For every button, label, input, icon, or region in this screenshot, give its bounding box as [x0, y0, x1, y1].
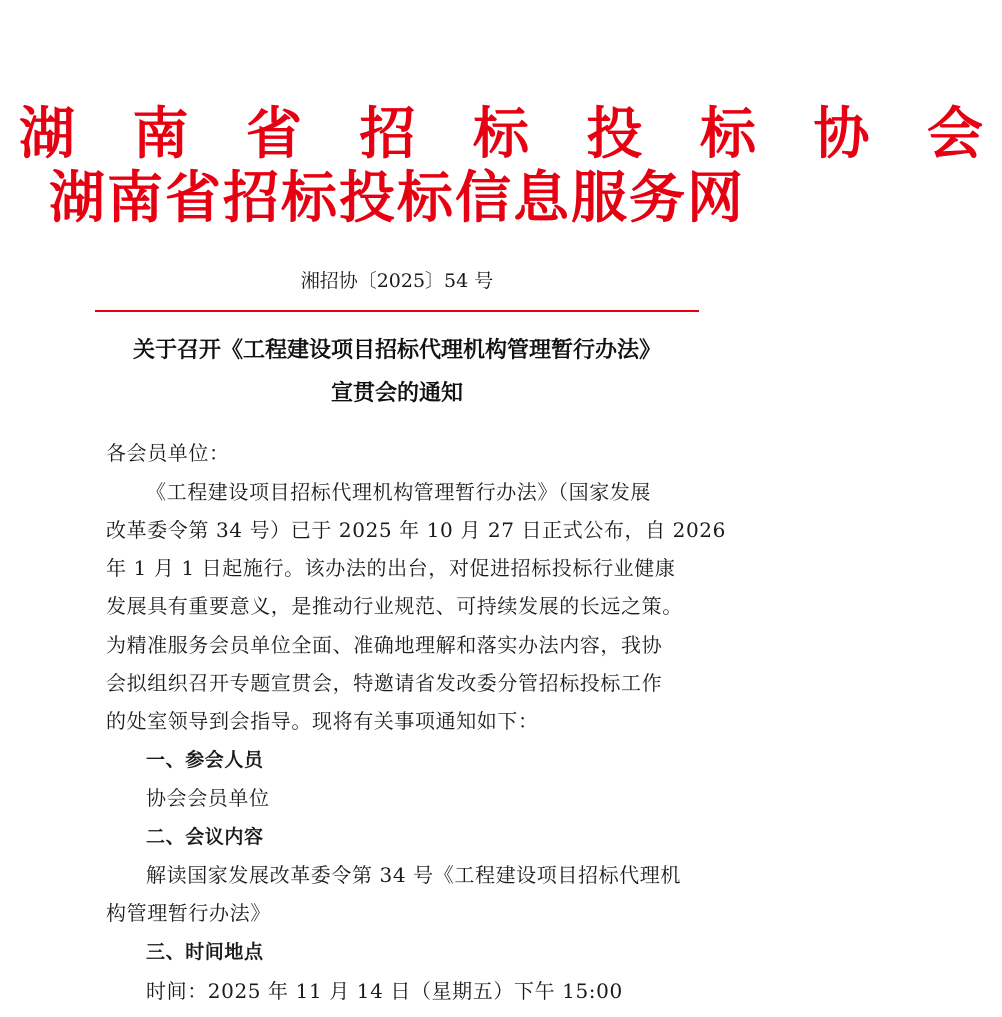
paragraph-line: 发展具有重要意义，是推动行业规范、可持续发展的长远之策。 — [106, 594, 683, 618]
org-name-info-network: 湖南省招标投标信息服务网 — [49, 166, 745, 231]
red-divider-line — [95, 310, 699, 312]
section-heading-attendees: 一、参会人员 — [146, 749, 264, 771]
section-text-attendees: 协会会员单位 — [146, 786, 270, 810]
salutation: 各会员单位： — [106, 441, 230, 465]
document-title-line-1: 关于召开《工程建设项目招标代理机构管理暂行办法》 — [132, 338, 661, 363]
meeting-time: 时间：2025 年 11 月 14 日（星期五）下午 15:00 — [146, 979, 623, 1003]
document-number: 湘招协〔2025〕54 号 — [300, 270, 494, 292]
org-name-association: 湖 南 省 招 标 投 标 协 会 — [19, 102, 1002, 167]
paragraph-line: 构管理暂行办法》 — [106, 901, 271, 925]
paragraph-line: 的处室领导到会指导。现将有关事项通知如下： — [106, 709, 539, 733]
paragraph-line: 改革委令第 34 号）已于 2025 年 10 月 27 日正式公布，自 2026 — [106, 518, 726, 542]
paragraph-line: 《工程建设项目招标代理机构管理暂行办法》（国家发展 — [146, 480, 651, 504]
paragraph-line: 解读国家发展改革委令第 34 号《工程建设项目招标代理机 — [146, 863, 681, 887]
section-heading-time-place: 三、时间地点 — [146, 941, 264, 963]
paragraph-line: 会拟组织召开专题宣贯会，特邀请省发改委分管招标投标工作 — [106, 671, 663, 695]
document-title-line-2: 宣贯会的通知 — [330, 381, 463, 406]
paragraph-line: 年 1 月 1 日起施行。该办法的出台，对促进招标投标行业健康 — [106, 556, 676, 580]
paragraph-line: 为精准服务会员单位全面、准确地理解和落实办法内容，我协 — [106, 633, 663, 657]
section-heading-content: 二、会议内容 — [146, 826, 264, 848]
